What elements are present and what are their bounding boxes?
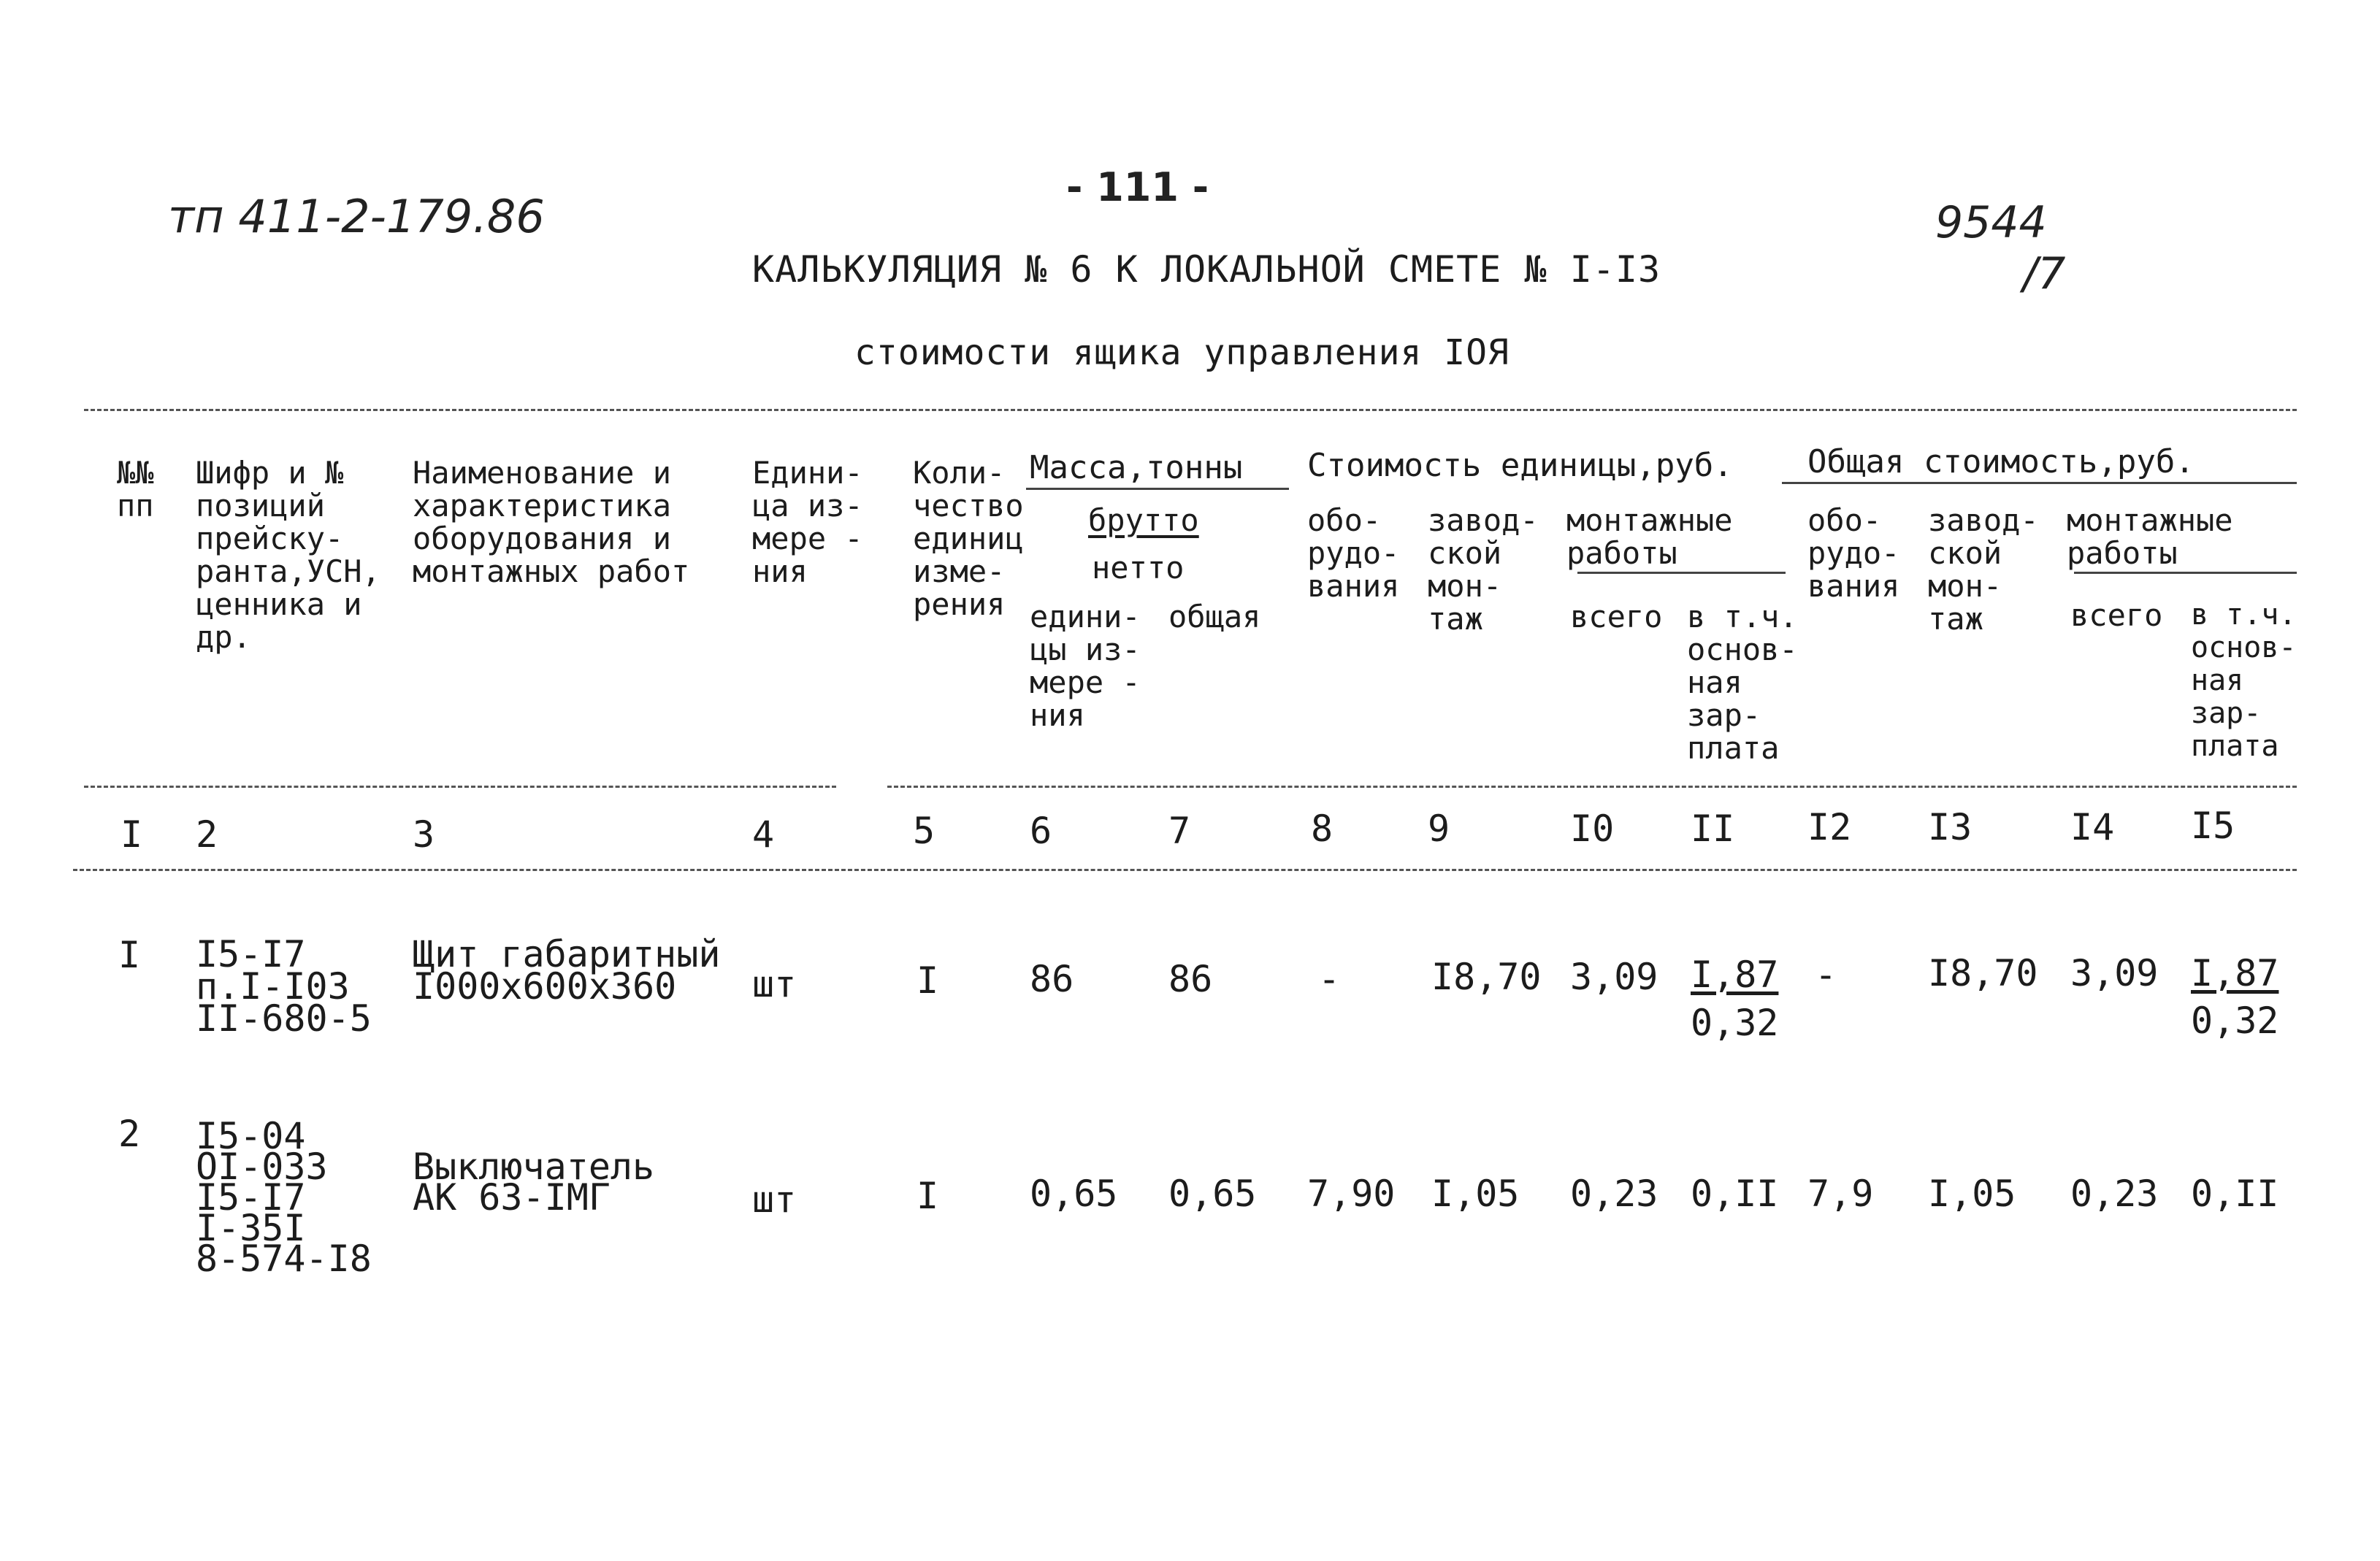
- column-number: 7: [1168, 810, 1191, 852]
- header-total-install-works: монтажные работы: [2067, 502, 2233, 571]
- unit-install-rule: [1577, 572, 1786, 574]
- table-row-unit-install-all: 0,23: [1570, 1173, 1658, 1215]
- column-number: 2: [196, 813, 218, 856]
- table-row-mass-total: 86: [1168, 958, 1213, 1000]
- table-row-unit: шт: [752, 963, 797, 1005]
- header-unit: Едини- ца из- мере - ния: [752, 455, 863, 589]
- table-row-total-factory-install: I8,70: [1928, 952, 2038, 994]
- table-row-price-code: I5-04 OI-033 I5-I7 I-35I 8-574-I8: [196, 1115, 372, 1280]
- table-row-total-equipment: 7,9: [1807, 1173, 1874, 1215]
- header-row-number: №№ пп: [117, 455, 154, 523]
- header-mass-per-unit: едини- цы из- мере - ния: [1030, 599, 1141, 733]
- table-row-mass-total: 0,65: [1168, 1173, 1257, 1215]
- table-row-unit-install-all: 3,09: [1570, 956, 1658, 998]
- header-brutto: брутто: [1088, 502, 1199, 538]
- header-unit-equipment: обо- рудо- вания: [1307, 502, 1400, 604]
- column-number: 3: [413, 813, 435, 856]
- header-unit-install-wages: в т.ч. основ- ная зар- плата: [1687, 599, 1798, 766]
- header-mass-total: общая: [1168, 599, 1261, 634]
- table-row-total-install-wages: I,87: [2191, 952, 2279, 994]
- column-number: II: [1691, 808, 1735, 850]
- column-number: 6: [1030, 810, 1052, 852]
- table-row-item-name: Щит габаритный I000x600x360: [413, 933, 721, 1008]
- column-number: 4: [752, 813, 775, 856]
- table-row-mass-per-unit: 0,65: [1030, 1173, 1118, 1215]
- table-row-unit-factory-install: I8,70: [1431, 956, 1542, 998]
- column-number: I0: [1570, 808, 1615, 850]
- column-number: 9: [1428, 808, 1450, 850]
- header-total-equipment: обо- рудо- вания: [1807, 502, 1900, 604]
- header-unit-factory-install: завод- ской мон- таж: [1428, 502, 1539, 637]
- column-number: I4: [2070, 806, 2115, 848]
- header-mass: Масса,тонны: [1030, 449, 1243, 486]
- column-number: 5: [913, 810, 935, 852]
- table-row-unit: шт: [752, 1178, 797, 1221]
- sheet-number-top: 9544: [1935, 197, 2047, 248]
- table-row-total-install-all: 3,09: [2070, 952, 2159, 994]
- header-item-name: Наименование и характеристика оборудования и монтажных работ: [413, 455, 690, 589]
- header-price-code: Шифр и № позиций прейску- ранта,УСН, ценника и др.: [196, 455, 380, 655]
- table-row-number: 2: [118, 1113, 141, 1155]
- mass-group-rule: [1026, 488, 1289, 490]
- table-row-unit-install-wages: I,87: [1691, 954, 1779, 996]
- sheet-number-bottom: /7: [2023, 248, 2066, 299]
- sheet-number-stamp: [1935, 197, 2065, 299]
- header-total-cost: Общая стоимость,руб.: [1807, 443, 2195, 480]
- table-row-unit-factory-install: I,05: [1431, 1173, 1520, 1215]
- header-bottom-rule-left: [84, 786, 836, 788]
- header-unit-install-all: всего: [1570, 599, 1663, 634]
- table-top-rule: [84, 409, 2297, 411]
- header-quantity: Коли- чество единиц изме- рения: [913, 455, 1024, 622]
- document-code-stamp: тп 411-2-179.86: [168, 190, 545, 243]
- table-row-quantity: I: [917, 1175, 939, 1217]
- column-numbers-rule: [73, 869, 2297, 871]
- table-row-number: I: [118, 934, 141, 976]
- table-row-unit-equipment: -: [1318, 958, 1341, 1000]
- table-row-total-install-all: 0,23: [2070, 1173, 2159, 1215]
- header-unit-cost: Стоимость единицы,руб.: [1307, 447, 1733, 484]
- table-row-total-install-wages: 0,II: [2191, 1173, 2279, 1215]
- header-unit-install-works: монтажные работы: [1566, 502, 1733, 571]
- table-row-price-code: I5-I7 п.I-I03 II-680-5: [196, 933, 372, 1040]
- total-cost-group-rule: [1782, 482, 2297, 484]
- header-total-factory-install: завод- ской мон- таж: [1928, 502, 2039, 637]
- table-row-mass-per-unit: 86: [1030, 958, 1074, 1000]
- header-netto: нетто: [1092, 550, 1185, 586]
- table-row-unit-install-wages-sub: 0,32: [1691, 1002, 1779, 1044]
- header-total-install-all: всего: [2070, 597, 2163, 633]
- table-row-quantity: I: [917, 959, 939, 1002]
- table-row-item-name: Выключатель АК 63-IМГ: [413, 1146, 655, 1219]
- table-row-unit-install-wages: 0,II: [1691, 1173, 1779, 1215]
- table-row-total-factory-install: I,05: [1928, 1173, 2016, 1215]
- table-row-total-install-wages-sub: 0,32: [2191, 1000, 2279, 1042]
- table-row-unit-equipment: 7,90: [1307, 1173, 1396, 1215]
- header-total-install-wages: в т.ч. основ- ная зар- плата: [2191, 598, 2297, 763]
- column-number: I: [120, 813, 143, 856]
- total-install-rule: [2074, 572, 2297, 574]
- page-title: КАЛЬКУЛЯЦИЯ № 6 К ЛОКАЛЬНОЙ СМЕТЕ № I-I3: [752, 248, 1661, 291]
- column-number: I5: [2191, 805, 2235, 847]
- header-bottom-rule-right: [887, 786, 2297, 788]
- column-number: 8: [1311, 808, 1334, 850]
- table-row-total-equipment: -: [1815, 954, 1837, 996]
- page-subtitle: стоимости ящика управления IOЯ: [854, 332, 1509, 373]
- column-number: I3: [1928, 806, 1973, 848]
- column-number: I2: [1807, 806, 1852, 848]
- page-number: - 111 -: [1066, 164, 1209, 210]
